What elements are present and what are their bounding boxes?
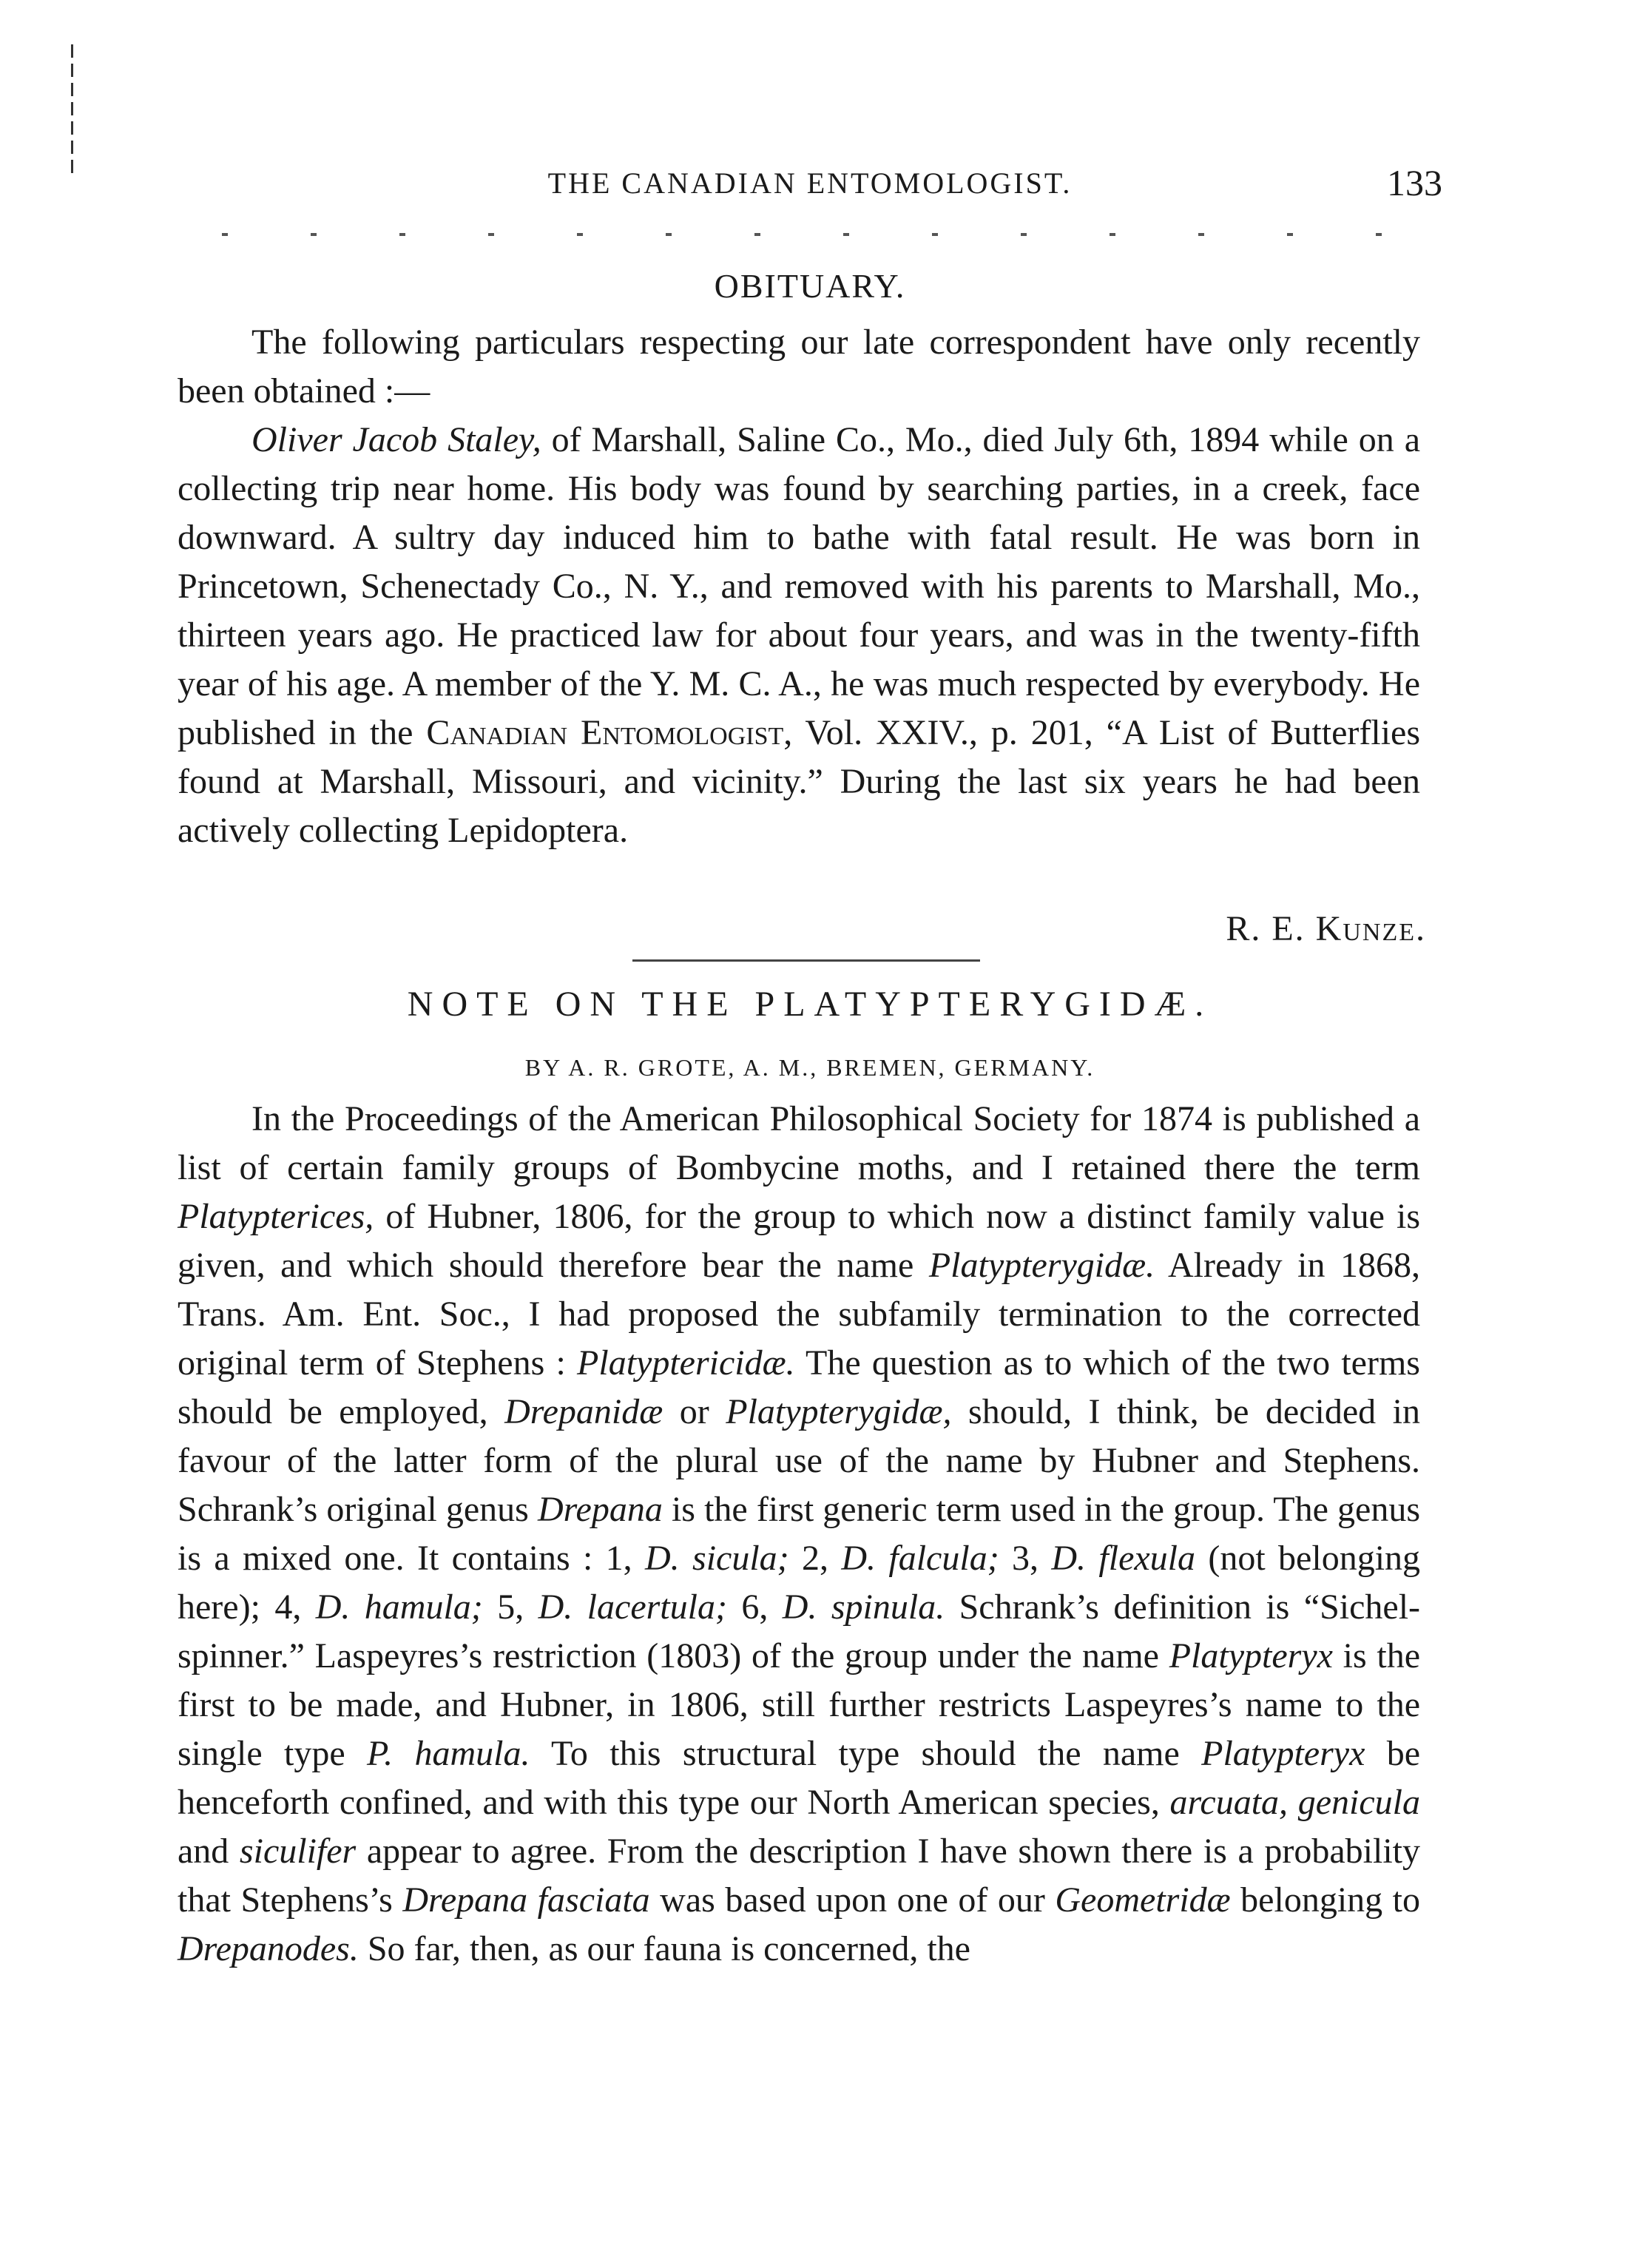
note-text: is the first generic term used in the group. The genus is a mixed one. It contains : 1,: [178, 1490, 1421, 1578]
taxon-name: arcuata,: [1169, 1783, 1289, 1822]
taxon-name: D. sicula;: [645, 1539, 789, 1578]
note-text: (not belonging here); 4,: [178, 1539, 1421, 1627]
note-text: should, I think, be decided in favour of the latter form of the plural use of the name by Hubner and Stephens. Schrank’s original genus: [178, 1392, 1421, 1529]
note-text: Schrank’s definition is “Sichel-spinner.” Laspeyres’s restriction (1803) of the group under the name: [178, 1587, 1421, 1675]
note-text: 3,: [999, 1539, 1052, 1578]
running-head: [178, 161, 1442, 206]
taxon-name: Platypterices,: [178, 1197, 374, 1236]
taxon-name: Drepana: [537, 1490, 663, 1529]
note-text: or: [663, 1392, 726, 1431]
obituary-paragraph-2: [178, 416, 1420, 855]
note-byline: BY A. R. GROTE, A. M., BREMEN, GERMANY.: [524, 1054, 1095, 1081]
note-text: 5,: [482, 1587, 538, 1627]
obituary-heading: OBITUARY.: [714, 267, 906, 305]
note-paragraph: [178, 1095, 1420, 1974]
taxon-name: Platypteryx: [1169, 1636, 1333, 1675]
note-text: 2,: [788, 1539, 842, 1578]
note-text: is the first to be made, and Hubner, in 1806, still further restricts Laspeyres’s name to the single type: [178, 1636, 1421, 1773]
taxon-name: D. lacertula;: [538, 1587, 727, 1627]
taxon-name: Platyptericidæ.: [577, 1343, 795, 1383]
taxon-name: Platypteryx: [1201, 1734, 1365, 1773]
note-text: To this structural type should the name: [530, 1734, 1202, 1773]
journal-name: Canadian Entomologist,: [426, 713, 793, 752]
obituary-text-a: of Marshall, Saline Co., Mo., died July 6th, 1894 while on a collecting trip near home. His body was found by searching parties, in a creek, face downward. A sultry day induced him to bathe with fatal result. He was born in Princetown, Schenectady Co., N. Y., and removed with his parents to Marshall, Mo., thirteen years ago. He practiced law for about four years, and was in the twenty-fifth year of his age. A member of the Y. M. C. A., he was much respected by everybody. He published in the: [178, 420, 1420, 752]
taxon-name: D. flexula: [1051, 1539, 1196, 1578]
obituary-body: [178, 318, 1420, 855]
taxon-name: D. spinula.: [782, 1587, 945, 1627]
margin-mark: [71, 44, 73, 178]
note-text: and: [178, 1832, 240, 1871]
taxon-name: Platypterygidæ.: [928, 1246, 1155, 1285]
taxon-name: Geometridæ: [1055, 1880, 1231, 1920]
note-body: [178, 1095, 1420, 1974]
header-rule: [222, 233, 1428, 236]
note-text: The question as to which of the two terms should be employed,: [178, 1343, 1420, 1431]
taxon-name: D. falcula;: [841, 1539, 999, 1578]
note-text: be henceforth confined, and with this type our North American species,: [178, 1734, 1421, 1822]
taxon-name: D. hamula;: [315, 1587, 483, 1627]
note-text: So far, then, as our fauna is concerned, the: [358, 1929, 970, 1968]
obituary-name: Oliver Jacob Staley,: [251, 420, 541, 459]
obituary-text-b: Vol. XXIV., p. 201, “A List of Butterflies found at Marshall, Missouri, and vicinity.” During the last six years he had been actively collecting Lepidoptera.: [178, 713, 1421, 850]
running-title: THE CANADIAN ENTOMOLOGIST.: [547, 166, 1073, 200]
note-heading: NOTE ON THE PLATYPTERYGIDÆ.: [407, 985, 1213, 1024]
obituary-paragraph-1: The following particulars respecting our late correspondent have only recently been obtained :—: [178, 323, 1420, 411]
taxon-name: Drepanidæ: [504, 1392, 663, 1431]
taxon-name: Drepanodes.: [178, 1929, 359, 1968]
taxon-name: genicula: [1297, 1783, 1420, 1822]
note-text: was based upon one of our: [649, 1880, 1056, 1920]
taxon-name: Platypterygidæ,: [726, 1392, 952, 1431]
taxon-name: P. hamula.: [366, 1734, 530, 1773]
note-text: [1288, 1783, 1298, 1822]
note-text: 6,: [726, 1587, 783, 1627]
note-text: belonging to: [1230, 1880, 1420, 1920]
note-text: Already in 1868, Trans. Am. Ent. Soc., I had proposed the subfamily termination to the corrected original term of Stephens :: [178, 1246, 1420, 1383]
note-text: of Hubner, 1806, for the group to which now a distinct family value is given, and which should therefore bear the name: [178, 1197, 1420, 1285]
taxon-name: siculifer: [239, 1832, 357, 1871]
section-divider: [632, 959, 980, 962]
obituary-signature: R. E. Kunze.: [1226, 909, 1426, 948]
taxon-name: Drepana fasciata: [402, 1880, 650, 1920]
note-text: In the Proceedings of the American Philosophical Society for 1874 is published a list of certain family groups of Bombycine moths, and I retained there the term: [178, 1099, 1420, 1187]
note-text: appear to agree. From the description I have shown there is a probability that Stephens’s: [178, 1832, 1421, 1920]
page-number: 133: [1387, 162, 1442, 203]
